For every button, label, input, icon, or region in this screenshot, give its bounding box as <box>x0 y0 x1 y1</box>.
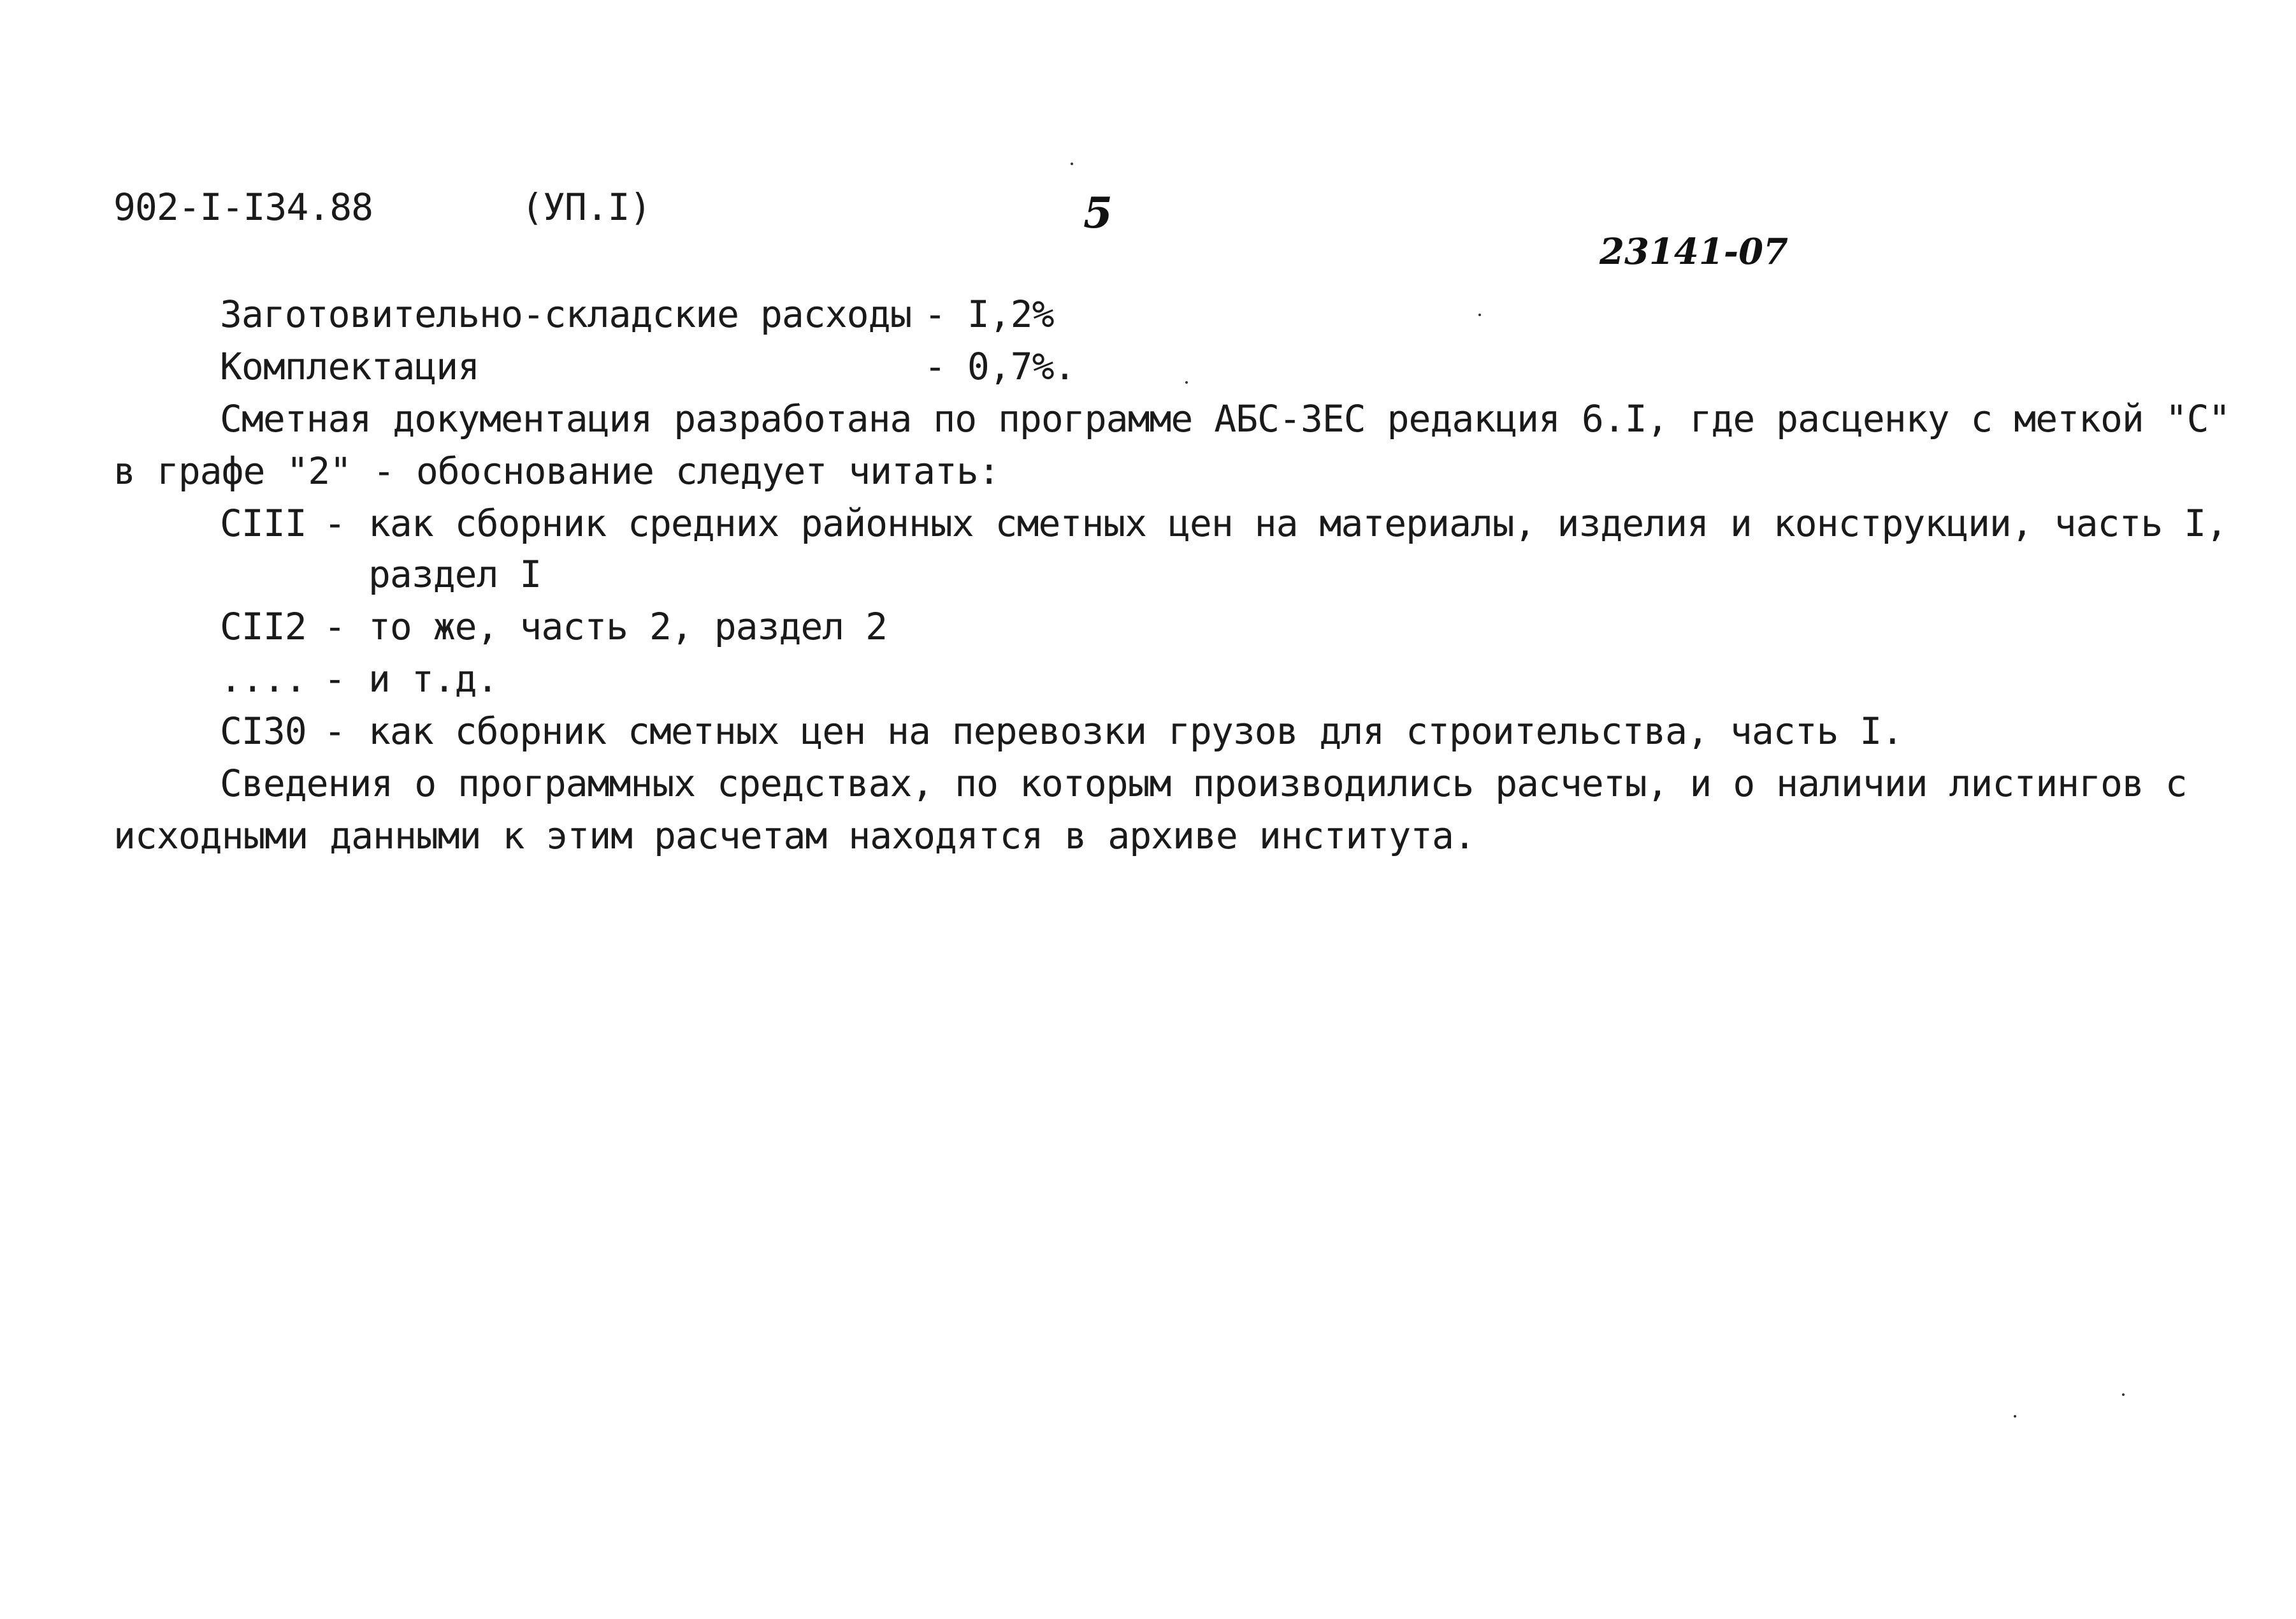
document-code: 902-I-I34.88 <box>113 185 373 229</box>
scan-speck <box>1478 314 1481 316</box>
completion-value: - 0,7%. <box>924 345 1076 388</box>
procurement-storage-label: Заготовительно-складские расходы <box>220 293 912 336</box>
volume-designation: (УП.I) <box>521 185 651 229</box>
paragraph-2-line-2: исходными данными к этим расчетам находятся в архиве института. <box>113 814 1475 857</box>
item-text-1-cont: раздел I <box>368 553 542 596</box>
scan-speck <box>1071 163 1073 165</box>
page-number: 5 <box>1083 188 1113 238</box>
item-code-2: СII2 <box>220 605 307 648</box>
item-code-4: СI30 <box>220 709 307 753</box>
scan-speck <box>2122 1393 2125 1396</box>
paragraph-1-line-1: Сметная документация разработана по программе АБС-ЗЕС редакция 6.I, где расценку с меткой "С" <box>220 397 2230 440</box>
paragraph-1-line-2: в графе "2" - обоснование следует читать: <box>113 449 1000 493</box>
paragraph-2-line-1: Сведения о программных средствах, по которым производились расчеты, и о наличии листингов с <box>220 762 2187 805</box>
item-dash-3: - <box>324 657 345 701</box>
item-dash-2: - <box>324 605 345 648</box>
item-dash-1: - <box>324 502 345 545</box>
scan-speck <box>1185 381 1188 384</box>
item-text-2: то же, часть 2, раздел 2 <box>368 605 888 648</box>
item-dash-4: - <box>324 709 345 753</box>
inventory-number: 23141-07 <box>1599 231 1788 273</box>
completion-label: Комплектация <box>220 345 480 388</box>
item-text-4: как сборник сметных цен на перевозки грузов для строительства, часть I. <box>368 709 1903 753</box>
procurement-storage-value: - I,2% <box>924 293 1054 336</box>
item-text-1: как сборник средних районных сметных цен на материалы, изделия и конструкции, часть I, <box>368 502 2228 545</box>
item-text-3: и т.д. <box>368 657 498 701</box>
scan-speck <box>2014 1415 2016 1418</box>
item-code-3: .... <box>220 657 307 701</box>
item-code-1: СIII <box>220 502 307 545</box>
